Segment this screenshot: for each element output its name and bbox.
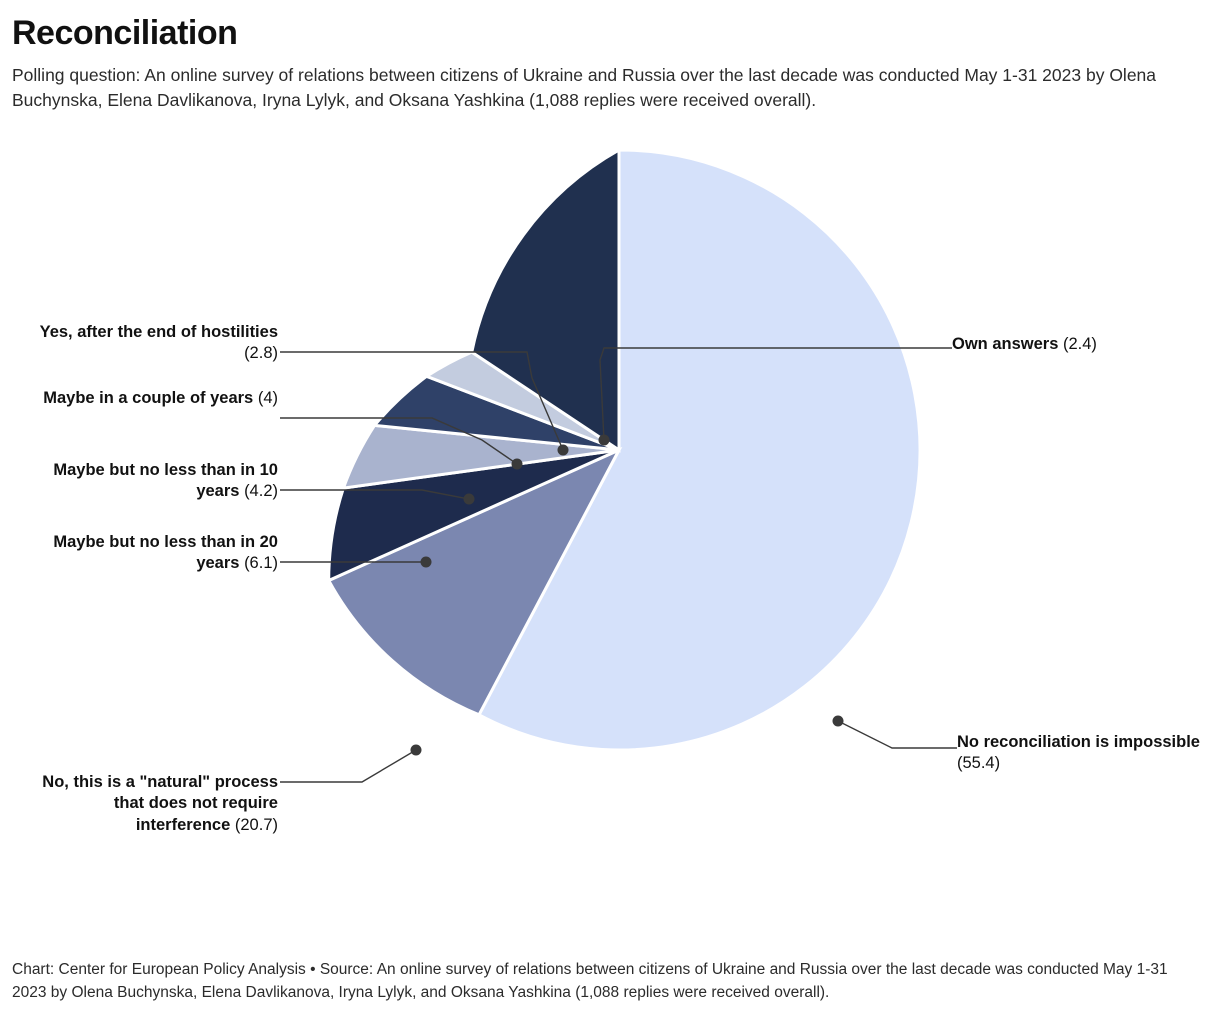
pie-label-name: Yes, after the end of hostilities [39,322,278,341]
pie-label-value: (4) [257,388,278,407]
pie-label-value: (6.1) [244,554,278,573]
pie-label-name: No, this is a "natural" process that does not require interference [42,772,278,834]
pie-label-name: Maybe but no less than in 20 years [53,532,278,573]
pie-label-maybe-20-years [30,532,278,575]
pie-label-value: (55.4) [957,754,1001,773]
chart-page [0,14,1220,1018]
pie-label-name: Maybe but no less than in 10 years [53,460,278,501]
pie-label-own-answers [952,334,1202,355]
pie-label-maybe-couple-years [30,388,278,409]
pie-label-value: (2.8) [244,344,278,363]
pie-label-maybe-10-years [30,460,278,503]
pie-label-name: Maybe in a couple of years [43,388,254,407]
pie-label-yes-after-hostilities [30,322,278,365]
chart-subtitle: Polling question: An online survey of relations between citizens of Ukraine and Russia over the last decade was conducted May 1-31 2023 by Olena Buchynska, Elena Davlikanova, Iryna Lylyk, and Oksana Yashkina (1,088 replies were received overall). [12,65,1157,111]
pie-label-name: No reconciliation is impossible [957,732,1200,751]
chart-source-footer: Chart: Center for European Policy Analysis • Source: An online survey of relations between citizens of Ukraine and Russia over the last decade was conducted May 1-31 2023 by Olena Buchynska, Elena Davlikanova, Iryna Lylyk, and Oksana Yashkina (1,088 replies were received overall). [12,961,1168,1001]
pie-label-natural-process [30,772,278,836]
pie-label-name: Own answers [952,334,1059,353]
pie-label-no-reconciliation-is-impossible [957,732,1202,775]
pie-label-value: (2.4) [1062,334,1097,353]
pie-chart-area [12,120,1208,834]
pie-label-value: (4.2) [244,482,278,501]
pie-label-value: (20.7) [234,815,278,834]
page-title: Reconciliation [12,14,238,52]
